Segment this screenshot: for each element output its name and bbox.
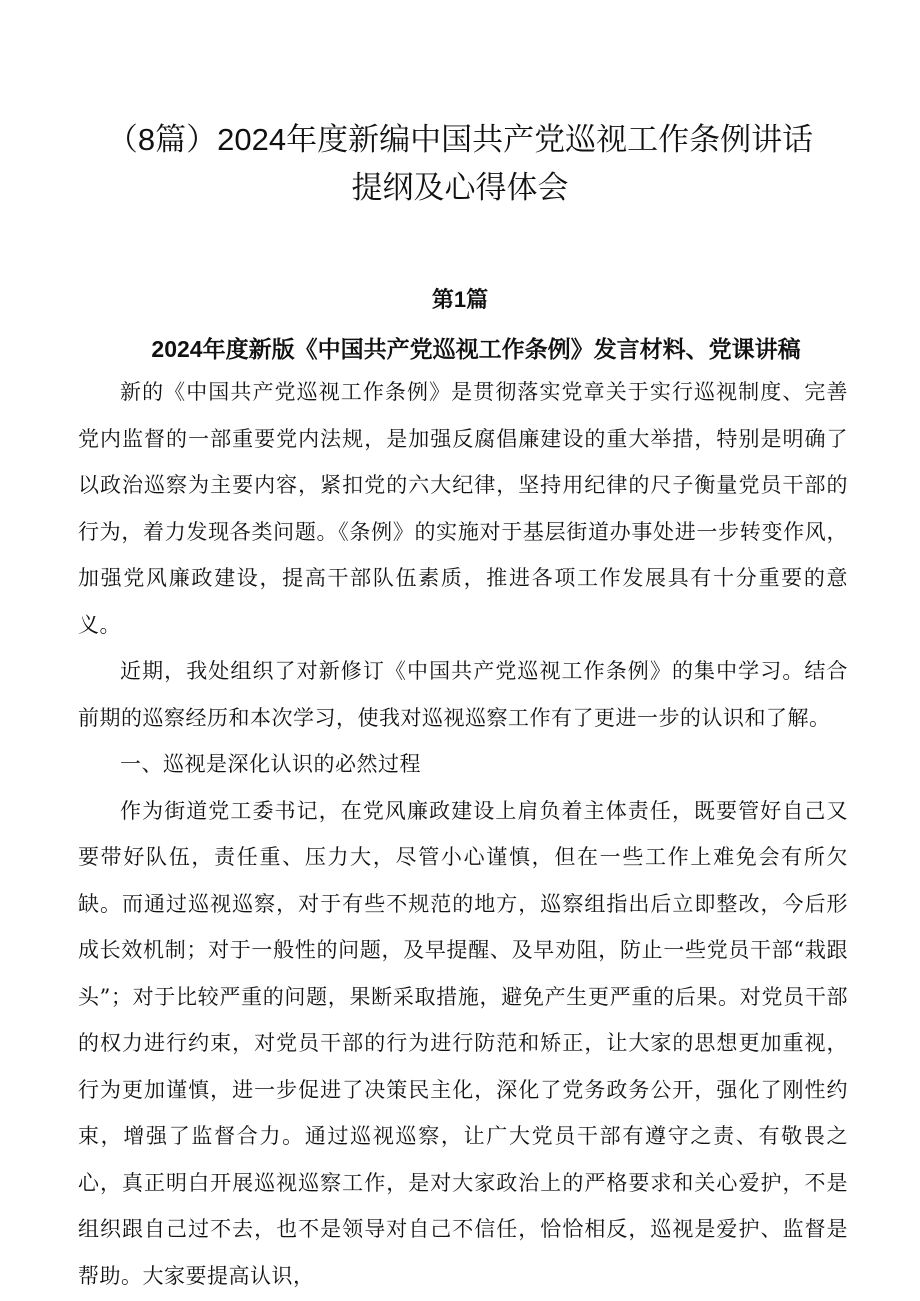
body-text [78, 369, 848, 1299]
document-title-line-2: 提纲及心得体会 [351, 170, 569, 205]
document-title-line-1: （8篇）2024年度新编中国共产党巡视工作条例讲话 [106, 122, 814, 157]
chapter-title: 2024年度新版《中国共产党巡视工作条例》发言材料、党课讲稿 [151, 336, 801, 362]
section-heading-1: 一、巡视是深化认识的必然过程 [120, 752, 421, 776]
paragraph-section-1: 作为街道党工委书记，在党风廉政建设上肩负着主体责任，既要管好自己又要带好队伍，责任重、压力大，尽管小心谨慎，但在一些工作上难免会有所欠缺。而通过巡视巡察，对于有些不规范的地方，巡察组指出后立即整改，今后形成长效机制；对于一般性的问题，及早提醒、及早劝阻，防止一些党员干部“栽跟头”；对于比较严重的问题，果断采取措施，避免产生更严重的后果。对党员干部的权力进行约束，对党员干部的行为进行防范和矫正，让大家的思想更加重视，行为更加谨慎，进一步促进了决策民主化，深化了党务政务公开，强化了刚性约束，增强了监督合力。通过巡视巡察，让广大党员干部有遵守之责、有敬畏之心，真正明白开展巡视巡察工作，是对大家政治上的严格要求和关心爱护，不是组织跟自己过不去，也不是领导对自己不信任，恰恰相反，巡视是爱护、监督是帮助。大家要提高认识， [78, 798, 848, 1288]
paragraph-study: 近期，我处组织了对新修订《中国共产党巡视工作条例》的集中学习。结合前期的巡察经历和本次学习，使我对巡视巡察工作有了更进一步的认识和了解。 [78, 659, 848, 730]
chapter-number: 第1篇 [431, 287, 489, 312]
paragraph-intro: 新的《中国共产党巡视工作条例》是贯彻落实党章关于实行巡视制度、完善党内监督的一部重要党内法规，是加强反腐倡廉建设的重大举措，特别是明确了以政治巡察为主要内容，紧扣党的六大纪律，坚持用纪律的尺子衡量党员干部的行为，着力发现各类问题。《条例》的实施对于基层街道办事处进一步转变作风，加强党风廉政建设，提高干部队伍素质，推进各项工作发展具有十分重要的意义。 [78, 380, 848, 637]
